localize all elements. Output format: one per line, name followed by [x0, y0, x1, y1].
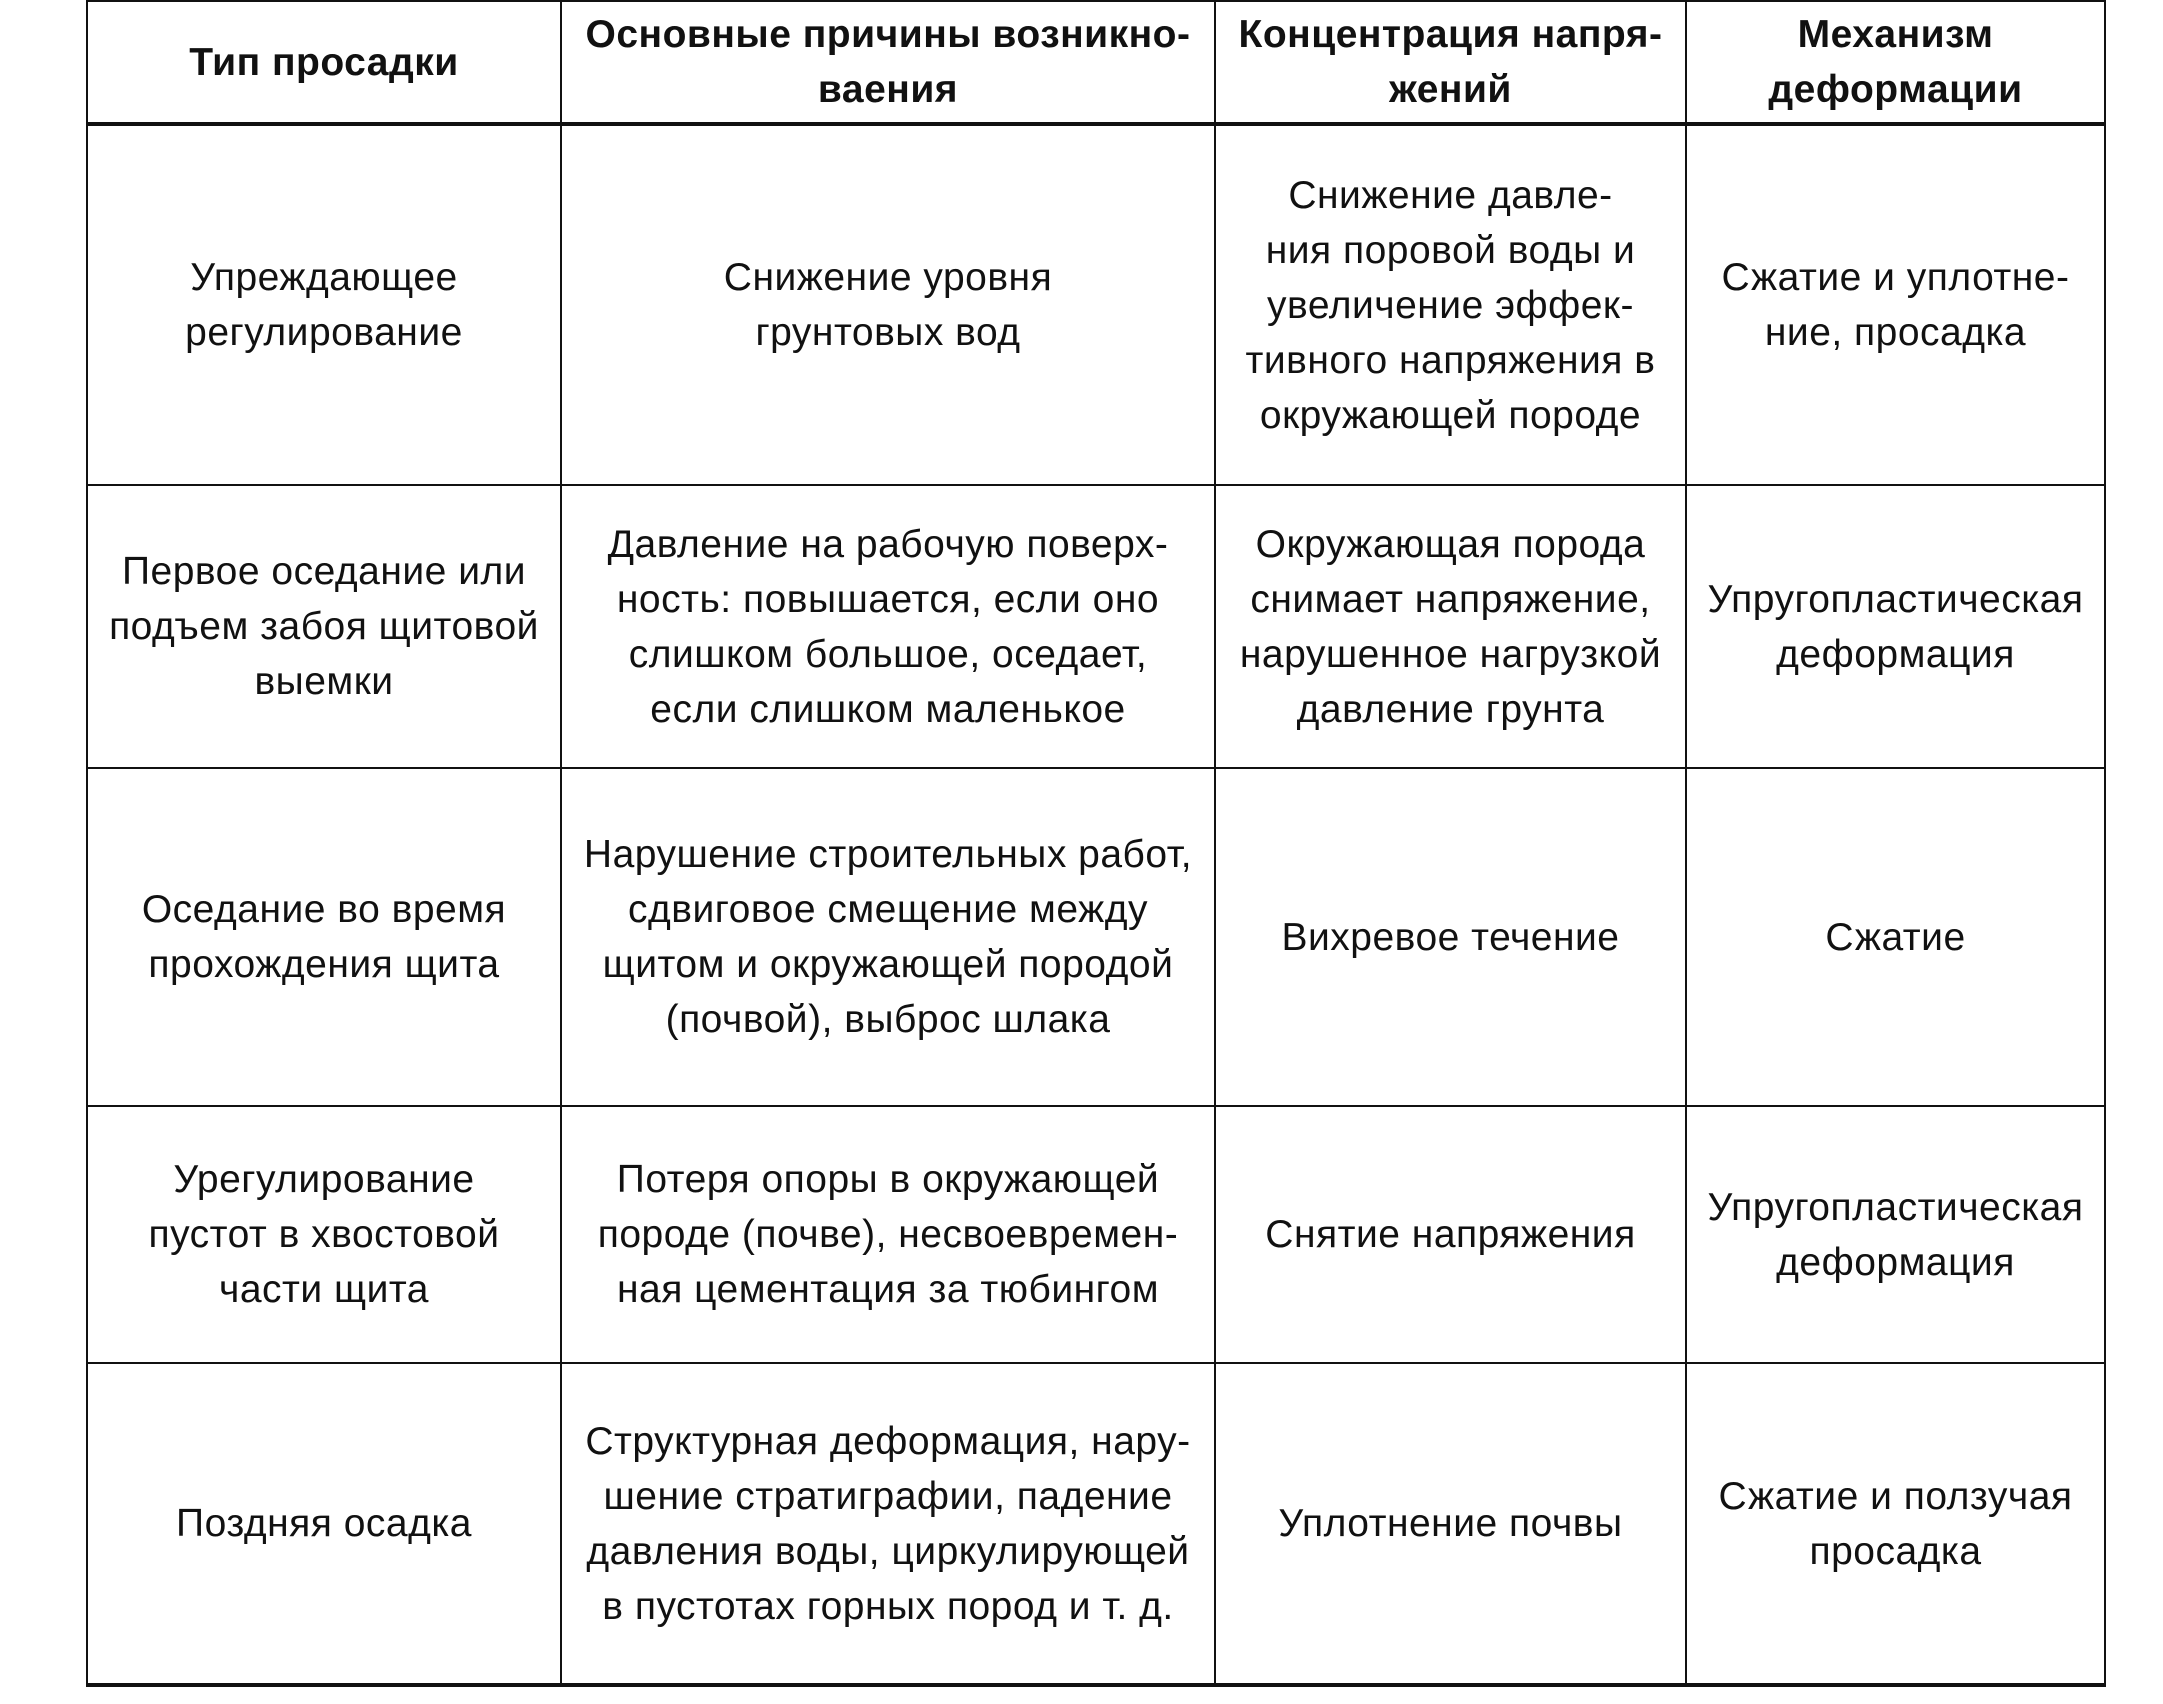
header-row	[87, 1, 2105, 124]
settlement-table	[86, 0, 2106, 1687]
cell: Потеря опоры в окружающей породе (почве), несвоевремен- ная цементация за тюбингом	[561, 1106, 1215, 1363]
cell: Сжатие	[1686, 768, 2105, 1106]
cell: Нарушение строительных работ, сдвиговое смещение между щитом и окружающей породой (почвой), выброс шлака	[561, 768, 1215, 1106]
cell: Поздняя осадка	[87, 1363, 561, 1685]
header-stress-concentration: Концентрация напря- жений	[1215, 1, 1686, 124]
table-row	[87, 124, 2105, 485]
cell: Снижение давле- ния поровой воды и увеличение эффек- тивного напряжения в окружающей породе	[1215, 124, 1686, 485]
cell: Первое оседание или подъем забоя щитовой выемки	[87, 485, 561, 768]
cell: Урегулирование пустот в хвостовой части щита	[87, 1106, 561, 1363]
cell: Упругопластическая деформация	[1686, 1106, 2105, 1363]
cell: Вихревое течение	[1215, 768, 1686, 1106]
table-row	[87, 768, 2105, 1106]
cell: Структурная деформация, нару- шение стратиграфии, падение давления воды, циркулирующей в пустотах горных пород и т. д.	[561, 1363, 1215, 1685]
table-row	[87, 1106, 2105, 1363]
cell: Снятие напряжения	[1215, 1106, 1686, 1363]
cell: Сжатие и уплотне- ние, просадка	[1686, 124, 2105, 485]
table-row	[87, 1363, 2105, 1685]
cell: Оседание во время прохождения щита	[87, 768, 561, 1106]
header-main-causes: Основные причины возникно- ваения	[561, 1, 1215, 124]
cell: Снижение уровня грунтовых вод	[561, 124, 1215, 485]
cell: Упругопластическая деформация	[1686, 485, 2105, 768]
cell: Давление на рабочую поверх- ность: повышается, если оно слишком большое, оседает, если слишком маленькое	[561, 485, 1215, 768]
table-row	[87, 485, 2105, 768]
header-settlement-type: Тип просадки	[87, 1, 561, 124]
cell: Упреждающее регулирование	[87, 124, 561, 485]
header-deformation-mechanism: Механизм деформации	[1686, 1, 2105, 124]
cell: Сжатие и ползучая просадка	[1686, 1363, 2105, 1685]
cell: Уплотнение почвы	[1215, 1363, 1686, 1685]
cell: Окружающая порода снимает напряжение, нарушенное нагрузкой давление грунта	[1215, 485, 1686, 768]
